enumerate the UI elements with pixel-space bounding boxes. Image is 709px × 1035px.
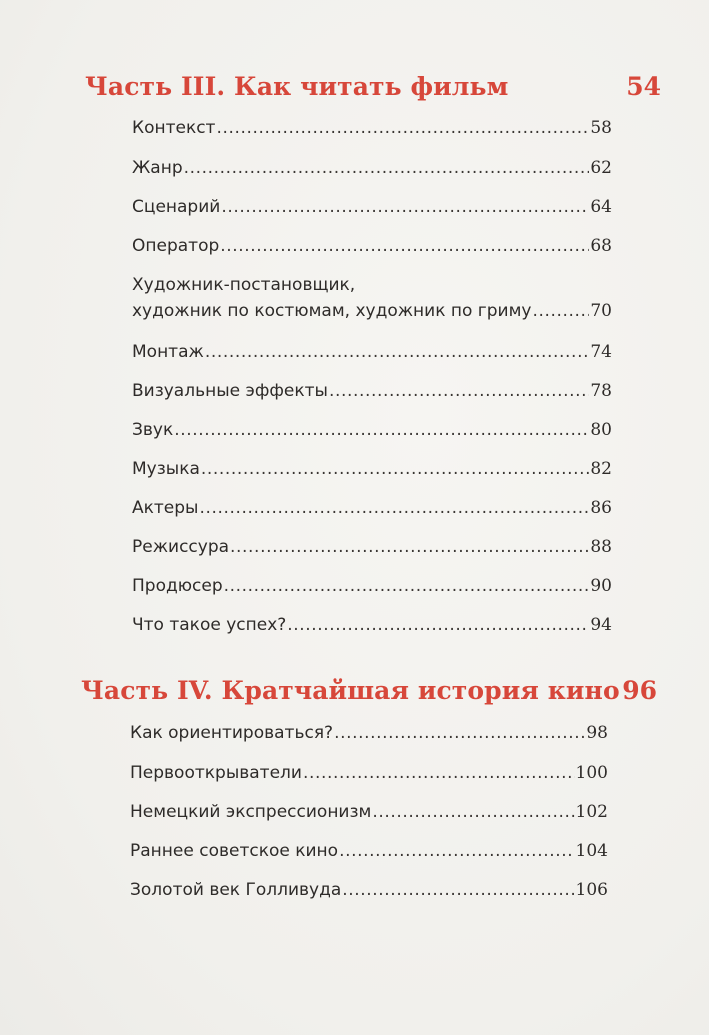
toc-entry-page: 88 (590, 537, 612, 557)
toc-entry-label: Раннее советское кино (130, 841, 339, 861)
toc-entry-page: 62 (590, 158, 612, 178)
toc-entry[interactable] (132, 272, 612, 324)
toc-entry-label: Контекст (132, 118, 216, 138)
toc-entry-page: 100 (575, 763, 608, 783)
dot-leader (372, 799, 574, 825)
toc-entry-label: Жанр (132, 158, 183, 178)
toc-entry-page: 70 (590, 301, 612, 321)
dot-leader (174, 417, 589, 443)
dot-leader (224, 573, 590, 599)
toc-entry-label: Первооткрыватели (130, 763, 302, 783)
toc-entry[interactable] (132, 573, 612, 599)
dot-leader (220, 233, 589, 259)
toc-entry-label: Оператор (132, 236, 220, 256)
toc-entry-page: 78 (590, 381, 612, 401)
toc-entry-label: Режиссура (132, 537, 230, 557)
toc-part-4 (0, 676, 709, 716)
toc-entry-page: 102 (575, 802, 608, 822)
toc-entry-page: 82 (590, 459, 612, 479)
part-title: Часть IV. Кратчайшая история кино (81, 676, 620, 705)
toc-entry-label: Звук (132, 420, 174, 440)
dot-leader (199, 495, 589, 521)
dot-leader (329, 378, 589, 404)
toc-entry[interactable] (132, 495, 612, 521)
dot-leader (184, 155, 590, 181)
toc-entry-label: Немецкий экспрессионизм (130, 802, 372, 822)
part-heading (0, 676, 709, 716)
dot-leader (201, 456, 589, 482)
toc-entry-label: художник по костюмам, художник по гриму (132, 301, 532, 321)
toc-entry[interactable] (130, 877, 608, 903)
toc-entry[interactable] (132, 339, 612, 365)
dot-leader (230, 534, 589, 560)
toc-entry-page: 80 (590, 420, 612, 440)
dot-leader (303, 760, 575, 786)
toc-entry-label: Что такое успех? (132, 615, 287, 635)
toc-entry-page: 64 (590, 197, 612, 217)
toc-entry-label: Визуальные эффекты (132, 381, 328, 401)
toc-entry[interactable] (132, 378, 612, 404)
toc-entry-label: Золотой век Голливуда (130, 880, 342, 900)
toc-entry[interactable] (132, 115, 612, 141)
toc-entry[interactable] (130, 720, 608, 746)
toc-entry-page: 98 (586, 723, 608, 743)
toc-entry-label: Сценарий (132, 197, 221, 217)
dot-leader (532, 298, 589, 324)
toc-entry-page: 86 (590, 498, 612, 518)
toc-part-3 (0, 72, 709, 112)
dot-leader (205, 339, 590, 365)
part-heading (0, 72, 709, 112)
toc-entry-page: 58 (590, 118, 612, 138)
toc-entry[interactable] (132, 534, 612, 560)
dot-leader (221, 194, 589, 220)
part-title: Часть III. Как читать фильм (85, 72, 509, 101)
toc-entry[interactable] (132, 612, 612, 638)
dot-leader (287, 612, 589, 638)
toc-entry-label: Монтаж (132, 342, 204, 362)
toc-entry-line2 (132, 298, 612, 324)
toc-entry[interactable] (130, 760, 608, 786)
dot-leader (216, 115, 589, 141)
dot-leader (342, 877, 574, 903)
part-page-number: 54 (626, 72, 661, 101)
dot-leader (334, 720, 585, 746)
toc-entry-page: 74 (590, 342, 612, 362)
toc-entry-page: 68 (590, 236, 612, 256)
toc-entry-label: Актеры (132, 498, 199, 518)
toc-entry-page: 106 (575, 880, 608, 900)
toc-entry-page: 90 (590, 576, 612, 596)
toc-entry-label: Продюсер (132, 576, 223, 596)
toc-entry[interactable] (130, 799, 608, 825)
toc-entry-label: Музыка (132, 459, 200, 479)
toc-entry[interactable] (132, 155, 612, 181)
toc-entry-page: 94 (590, 615, 612, 635)
toc-entry-label: Как ориентироваться? (130, 723, 334, 743)
toc-entry[interactable] (132, 456, 612, 482)
part-page-number: 96 (622, 676, 657, 705)
toc-entry[interactable] (130, 838, 608, 864)
dot-leader (339, 838, 574, 864)
toc-entry[interactable] (132, 233, 612, 259)
toc-entry[interactable] (132, 194, 612, 220)
toc-entry[interactable] (132, 417, 612, 443)
toc-entry-page: 104 (575, 841, 608, 861)
toc-entry-label-line1: Художник-постановщик, (132, 275, 356, 295)
